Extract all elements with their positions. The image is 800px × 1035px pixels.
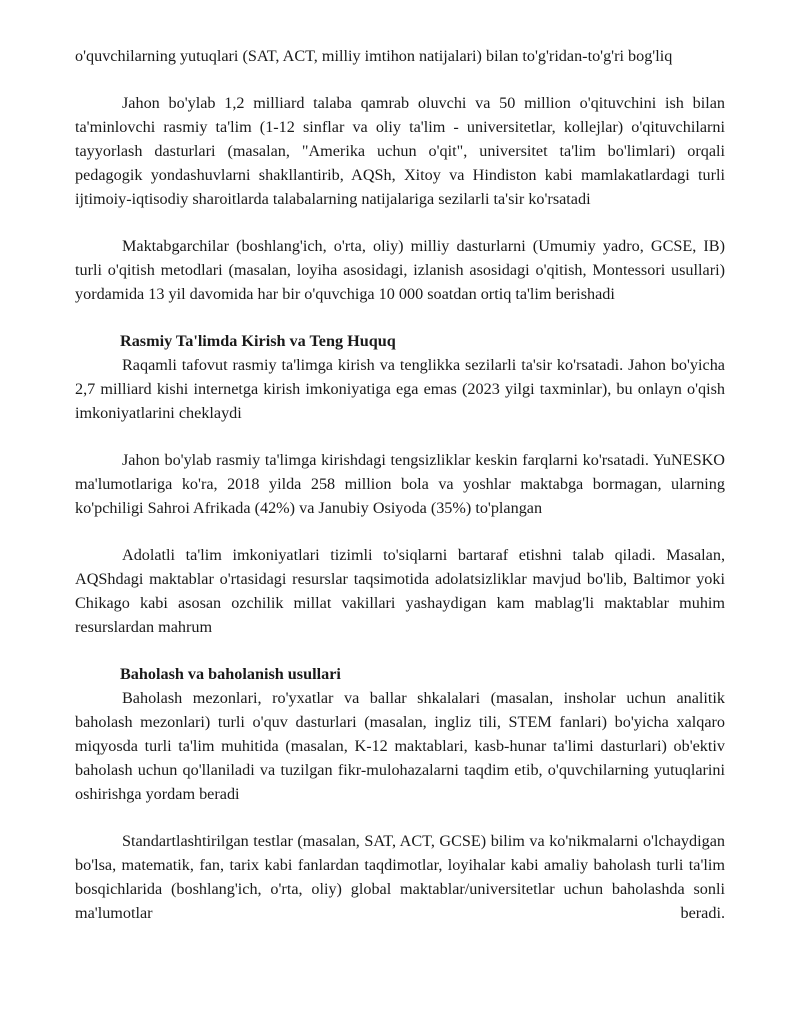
section-heading-assessment: Baholash va baholanish usullari: [120, 665, 341, 683]
paragraph-1: o'quvchilarning yutuqlari (SAT, ACT, milliy imtihon natijalari) bilan to'g'ridan-to'g'ri bog'liq: [75, 47, 673, 65]
paragraph-5: Jahon bo'ylab rasmiy ta'limga kirishdagi tengsizliklar keskin farqlarni ko'rsatadi. YuNESKO ma'lumotlariga ko'ra, 2018 yilda 258 million bola va yoshlar maktabga bormagan, ularning ko'pchiligi Sahroi Afrikada (42%) va Janubiy Osiyoda (35%) to'plangan: [75, 451, 725, 517]
section-heading-access-equity: Rasmiy Ta'limda Kirish va Teng Huquq: [120, 332, 396, 350]
paragraph-7: Baholash mezonlari, ro'yxatlar va ballar shkalalari (masalan, insholar uchun analitik baholash mezonlari) turli o'quv dasturlari (masalan, ingliz tili, STEM fanlari) bo'yicha xalqaro miqyosda turli ta'lim muhitida (masalan, K-12 maktablari, kasb-hunar ta'limi dasturlari) ob'ektiv baholash uchun qo'llaniladi va tuzilgan fikr-mulohazalarni taqdim etib, o'quvchilarning yutuqlarini oshirishga yordam beradi: [75, 689, 725, 803]
paragraph-2: Jahon bo'ylab 1,2 milliard talaba qamrab oluvchi va 50 million o'qituvchini ish bilan ta'minlovchi rasmiy ta'lim (1-12 sinflar va oliy ta'lim - universitetlar, kollejlar) o'qituvchilarni tayyorlash dasturlari (masalan, "Amerika uchun o'qit", universitet ta'lim bo'limlari) orqali pedagogik yondashuvlarni shakllantirib, AQSh, Xitoy va Hindiston kabi mamlakatlardagi turli ijtimoiy-iqtisodiy sharoitlarda talabalarning natijalariga sezilarli ta'sir ko'rsatadi: [75, 94, 725, 208]
paragraph-4: Raqamli tafovut rasmiy ta'limga kirish va tenglikka sezilarli ta'sir ko'rsatadi. Jahon bo'yicha 2,7 milliard kishi internetga kirish imkoniyatiga ega emas (2023 yilgi taxminlar), bu onlayn o'qish imkoniyatlarini cheklaydi: [75, 356, 725, 422]
paragraph-8: Standartlashtirilgan testlar (masalan, SAT, ACT, GCSE) bilim va ko'nikmalarni o'lchaydigan bo'lsa, matematik, fan, tarix kabi fanlardan taqdimotlar, loyihalar kabi amaliy baholash turli ta'lim bosqichlarida (boshlang'ich, o'rta, oliy) global maktablar/universitetlar uchun baholashda sonli ma'lumotlar beradi.: [75, 832, 725, 922]
document-page: [75, 44, 725, 925]
paragraph-6: Adolatli ta'lim imkoniyatlari tizimli to'siqlarni bartaraf etishni talab qiladi. Masalan, AQShdagi maktablar o'rtasidagi resurslar taqsimotida adolatsizliklar mavjud bo'lib, Baltimor yoki Chikago kabi asosan ozchilik millat vakillari yashaydigan kam mablag'li maktablar muhim resurslardan mahrum: [75, 546, 725, 636]
paragraph-3: Maktabgarchilar (boshlang'ich, o'rta, oliy) milliy dasturlarni (Umumiy yadro, GCSE, IB) turli o'qitish metodlari (masalan, loyiha asosidagi, izlanish asosidagi o'qitish, Montessori usullari) yordamida 13 yil davomida har bir o'quvchiga 10 000 soatdan ortiq ta'lim berishadi: [75, 237, 725, 303]
